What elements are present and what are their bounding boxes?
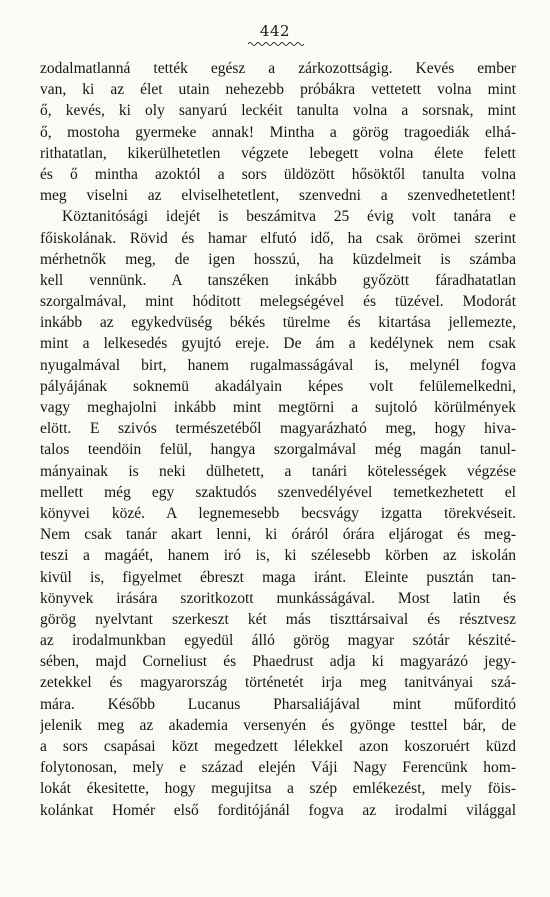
text-line: talos teendöin felül, hangya szorgalmával még magán tanul- [40, 441, 516, 459]
text-line: szorgalmával, mint hóditott melegségével és tüzével. Modorát [40, 293, 516, 311]
text-line: zodalmatlanná tették egész a zárkozottságig. Kevés ember [40, 60, 516, 77]
text-line: pályájának soknemü akadályain képes volt felülemelkedni, [40, 377, 516, 395]
text-line: könyvek irására szoritkozott munkásságával. Most latin és [40, 589, 516, 607]
text-line: főiskolának. Rövid és hamar elfutó idő, ha csak örömei szerint [40, 229, 516, 247]
text-line: kivül is, figyelmet ébreszt maga iránt. Eleinte pusztán tan- [40, 568, 516, 586]
text-line: mára. Később Lucanus Pharsaliájával mint műforditó [40, 695, 516, 713]
text-line: kell vennünk. A tanszéken inkább győzött fáradhatatlan [40, 271, 516, 289]
text-line: könyvei közé. A legnemesebb becsvágy izgatta törekvéseit. [40, 504, 516, 522]
text-line: a sors csapásai közt megedzett lélekkel azon koszoruért küzd [40, 738, 516, 755]
text-line: vagy meghajolni inkább mint megtörni a sujtoló körülmények [40, 399, 516, 416]
text-line: mányainak is neki dülhetett, a tanári kötelességek végzése [40, 462, 516, 480]
text-line: mérhetnők meg, de igen hosszú, ha küzdelmeit is számba [40, 250, 516, 268]
text-line: az irodalmunkban egyedül álló görög magyar szótár készité- [40, 632, 516, 650]
text-line: és ő mintha azoktól a sors üldözött hősöktől tanulta volna [40, 165, 516, 183]
text-line: folytonosan, mely e század elején Váji Nagy Ferencünk hom- [40, 759, 516, 777]
text-line: mint a lelkesedés gyujtó ereje. De ám a kedélynek nem csak [40, 335, 516, 353]
text-line: mellett még egy szaktudós szenvedélyével temetkezhetett el [40, 483, 516, 501]
text-line: ő, kevés, ki oly sanyarú leckéit tanulta volna a sorsnak, mint [40, 102, 516, 120]
text-line: nyugalmával birt, hanem rugalmasságával is, melynél fogva [40, 356, 516, 374]
text-line: lokát ékesitette, hogy megujitsa a szép emlékezést, mely föis- [40, 780, 516, 798]
text-line: rithatatlan, kikerülhetetlen végzete lebegett volna élete felett [40, 144, 516, 162]
text-line: Nem csak tanár akart lenni, ki óráról órára eljárogat és meg- [40, 526, 516, 544]
text-line: zetekkel és magyarország történetét irja meg tanitványai szá- [40, 674, 516, 692]
body-text [40, 58, 516, 821]
text-line: teszi a magáét, hanem iró is, ki szélesebb körben az iskolán [40, 547, 516, 565]
text-line: kolánkat Homér első forditójánál fogva az irodalmi világgal [40, 801, 516, 819]
text-line: elött. E szivós természetéből magyarázható meg, hogy hiva- [40, 420, 516, 438]
text-line: Köztanitósági idejét is beszámitva 25 évig volt tanára e [62, 208, 516, 226]
text-line: sében, majd Corneliust és Phaedrust adja ki magyarázó jegy- [40, 653, 516, 671]
text-line: meg viselni az elviselhetetlent, szenvedni a szenvedhetetlent! [40, 187, 516, 205]
wavy-rule-ornament [248, 41, 304, 47]
text-line: inkább az egykedvüség békés türelme és kitartása jellemezte, [40, 314, 516, 332]
text-line: van, ki az élet utain nehezebb próbákra vettetett volna mint [40, 81, 516, 99]
text-line: görög nyelvtant szerkeszt két más tiszttársaival és résztvesz [40, 610, 516, 628]
text-line: ő, mostoha gyermeke annak! Mintha a görög tragoediák elhá- [40, 123, 516, 141]
text-line: jelenik meg az akademia versenyén és gyönge testtel bár, de [40, 716, 516, 734]
page-number: 442 [259, 22, 291, 40]
